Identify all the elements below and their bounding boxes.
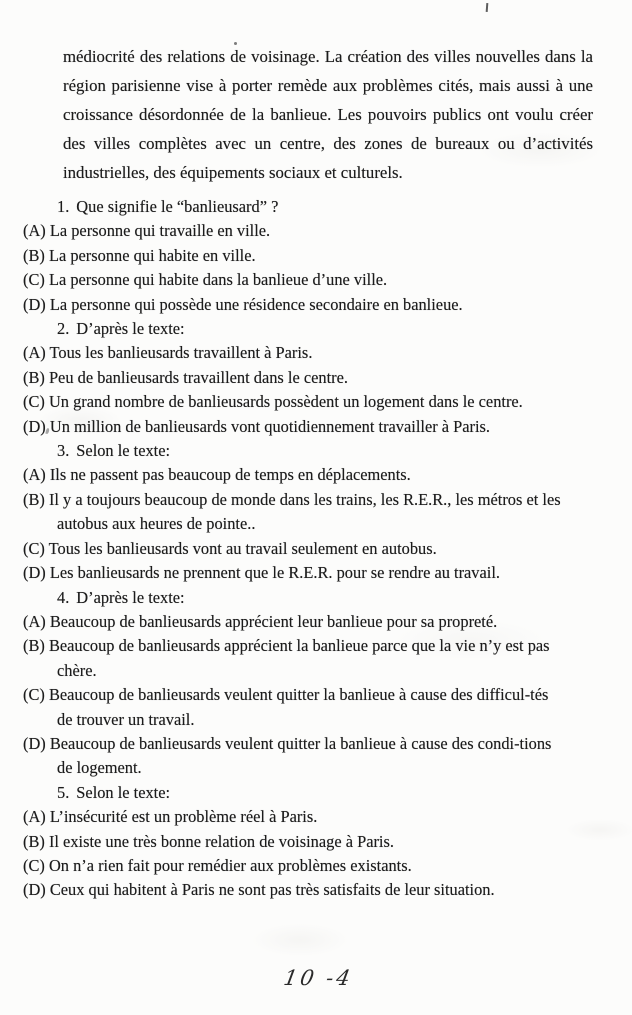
question-4 (23, 586, 597, 781)
question-2 (23, 317, 597, 439)
question-4-option-b: (B) Beaucoup de banlieusards apprécient la banlieue parce que la vie n’y est pas chère. (23, 636, 550, 680)
question-3-option-a: (A) Ils ne passent pas beaucoup de temps en déplacements. (23, 465, 411, 485)
page-number: 10 -4 (281, 966, 355, 990)
question-1-option-c: (C) La personne qui habite dans la banlieue d’une ville. (23, 270, 388, 290)
question-2-option-c: (C) Un grand nombre de banlieusards possèdent un logement dans le centre. (23, 392, 523, 412)
question-5-option-b: (B) Il existe une très bonne relation de voisinage à Paris. (23, 831, 394, 851)
question-2-text: D’après le texte: (76, 319, 185, 339)
question-3-number: 3. (57, 441, 70, 461)
question-2-option-a: (A) Tous les banlieusards travaillent à Paris. (23, 343, 313, 363)
question-2-prompt (57, 317, 597, 341)
question-3-option-b: (B) Il y a toujours beaucoup de monde dans les trains, les R.E.R., les métros et les autobus aux heures de pointe.. (23, 489, 561, 534)
question-1-option-b: (B) La personne qui habite en ville. (23, 245, 256, 265)
question-1-number: 1. (57, 197, 70, 216)
question-1 (23, 195, 597, 317)
passage-paragraph: médiocrité des relations de voisinage. La création des villes nouvelles dans la région parisienne vise à porter remède aux problèmes cités, mais aussi à une croissance désordonnée de la banlieue. Les pouvoirs publics ont voulu créer des villes complètes avec un centre, des zones de bureaux ou d’activités industrielles, des équipements sociaux et culturels. (63, 47, 593, 182)
question-4-option-a: (A) Beaucoup de banlieusards apprécient leur banlieue pour sa propreté. (23, 611, 498, 631)
question-1-prompt (57, 195, 597, 219)
question-2-option-d: (D) Un million de banlieusards vont quotidiennement travailler à Paris. (23, 416, 491, 436)
question-3-prompt (57, 439, 597, 463)
question-5-option-c: (C) On n’a rien fait pour remédier aux problèmes existants. (23, 855, 412, 875)
question-5-text: Selon le texte: (76, 782, 171, 802)
question-5 (23, 781, 597, 903)
question-5-option-d: (D) Ceux qui habitent à Paris ne sont pas très satisfaits de leur situation. (23, 880, 495, 900)
scan-artifact-tick (486, 3, 489, 12)
question-3 (23, 439, 597, 585)
question-4-text: D’après le texte: (76, 587, 185, 607)
question-list (23, 195, 597, 903)
question-5-prompt (57, 781, 597, 805)
question-1-text: Que signifie le “banlieusard” ? (76, 197, 279, 216)
question-4-number: 4. (57, 587, 70, 607)
question-2-option-b: (B) Peu de banlieusards travaillent dans le centre. (23, 367, 348, 387)
question-1-option-d: (D) La personne qui possède une résidence secondaire en banlieue. (23, 294, 463, 314)
question-4-option-c: (C) Beaucoup de banlieusards veulent quitter la banlieue à cause des difficul-tés de trouver un travail. (23, 685, 549, 729)
question-2-number: 2. (57, 319, 70, 339)
question-3-text: Selon le texte: (76, 441, 171, 461)
question-4-option-d: (D) Beaucoup de banlieusards veulent quitter la banlieue à cause des condi-tions de logement. (23, 733, 552, 778)
question-5-option-a: (A) L’insécurité est un problème réel à Paris. (23, 807, 318, 827)
question-3-option-d: (D) Les banlieusards ne prennent que le R.E.R. pour se rendre au travail. (23, 563, 500, 583)
question-5-number: 5. (57, 782, 70, 802)
question-1-option-a: (A) La personne qui travaille en ville. (23, 221, 271, 241)
question-3-option-c: (C) Tous les banlieusards vont au travail seulement en autobus. (23, 538, 437, 558)
question-4-prompt (57, 586, 597, 610)
